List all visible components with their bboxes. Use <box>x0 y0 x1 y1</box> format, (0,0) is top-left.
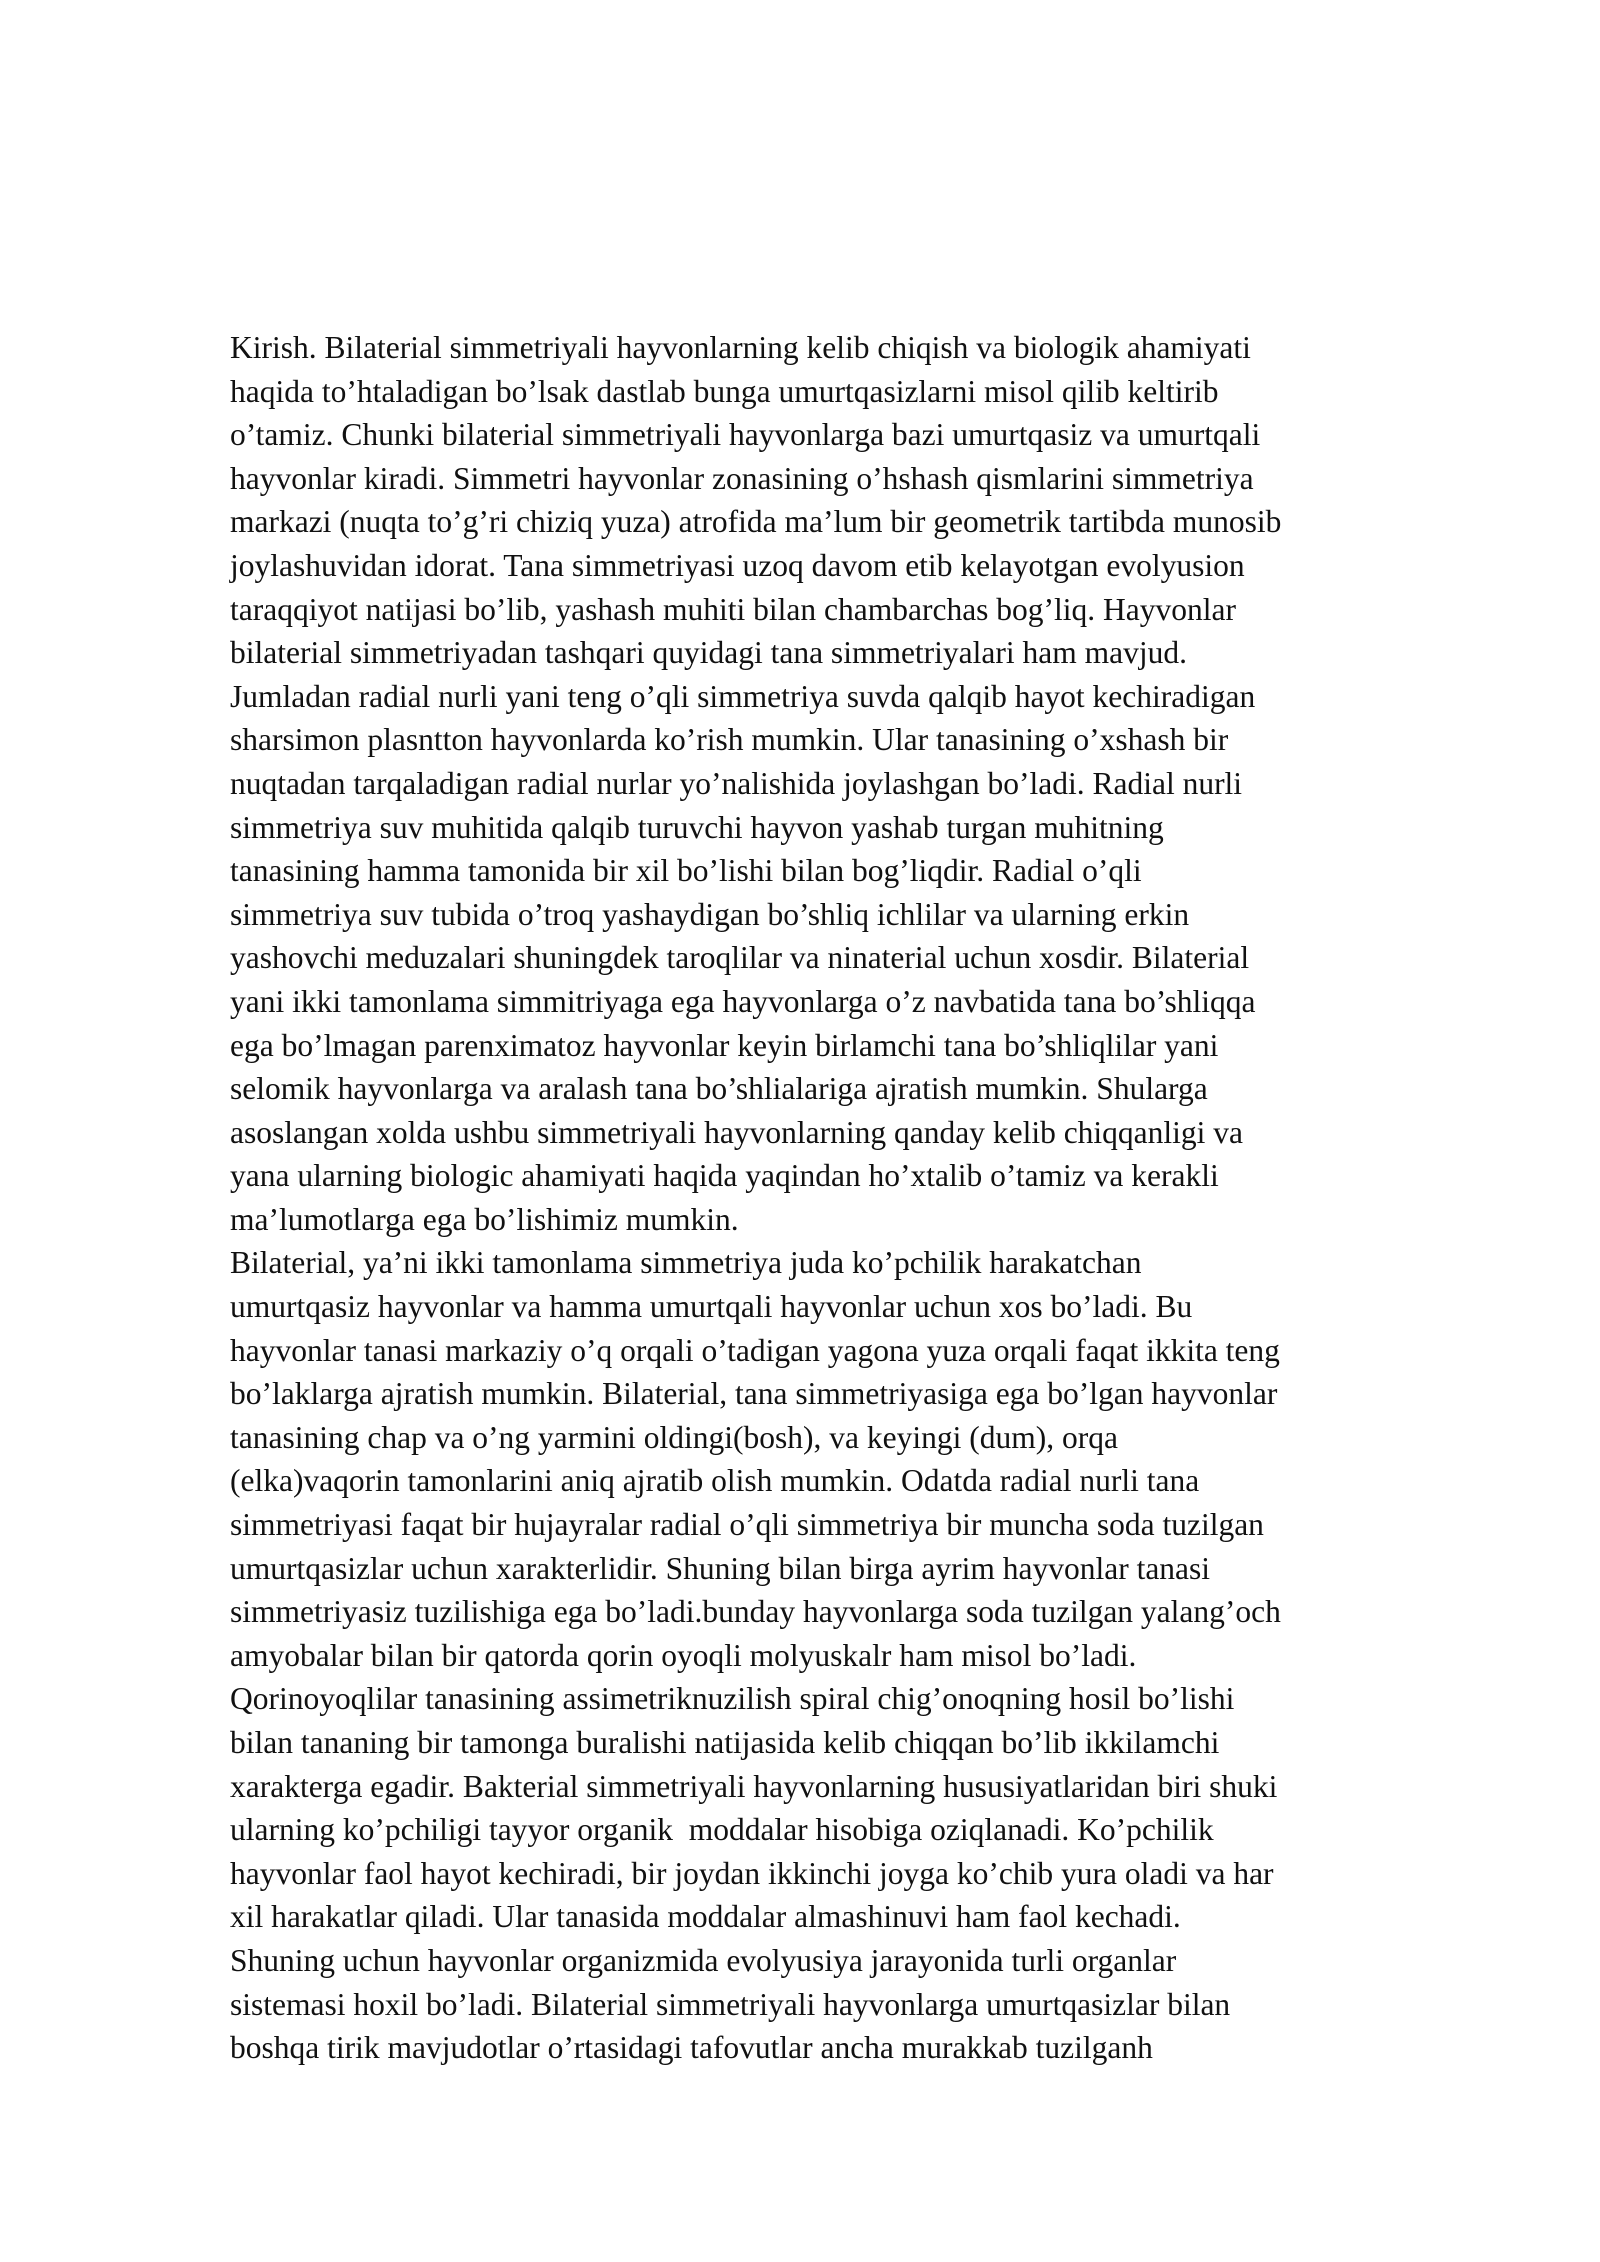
text-line: selomik hayvonlarga va aralash tana bo’shlialariga ajratish mumkin. Shularga <box>230 1071 1208 1107</box>
text-line: simmetriya suv muhitida qalqib turuvchi hayvon yashab turgan muhitning <box>230 809 1164 845</box>
text-line: simmetriya suv tubida o’troq yashaydigan bo’shliq ichlilar va ularning erkin <box>230 896 1190 932</box>
text-line: taraqqiyot natijasi bo’lib, yashash muhiti bilan chambarchas bog’liq. Hayvonlar <box>230 591 1237 627</box>
text-line: umurtqasizlar uchun xarakterlidir. Shuning bilan birga ayrim hayvonlar tanasi <box>230 1550 1211 1586</box>
text-line: hayvonlar kiradi. Simmetri hayvonlar zonasining o’hshash qismlarini simmetriya <box>230 460 1254 496</box>
text-line: bo’laklarga ajratish mumkin. Bilaterial, tana simmetriyasiga ega bo’lgan hayvonlar <box>230 1376 1278 1412</box>
text-line: joylashuvidan idorat. Tana simmetriyasi uzoq davom etib kelayotgan evolyusion <box>230 547 1245 583</box>
text-line: ega bo’lmagan parenximatoz hayvonlar keyin birlamchi tana bo’shliqlilar yani <box>230 1027 1219 1063</box>
body-text <box>230 326 1530 2070</box>
text-line: Jumladan radial nurli yani teng o’qli simmetriya suvda qalqib hayot kechiradigan <box>230 678 1256 714</box>
text-line: asoslangan xolda ushbu simmetriyali hayvonlarning qanday kelib chiqqanligi va <box>230 1114 1244 1150</box>
text-line: hayvonlar tanasi markaziy o’q orqali o’tadigan yagona yuza orqali faqat ikkita teng <box>230 1332 1280 1368</box>
text-line: o’tamiz. Chunki bilaterial simmetriyali hayvonlarga bazi umurtqasiz va umurtqali <box>230 417 1261 453</box>
text-line: Shuning uchun hayvonlar organizmida evolyusiya jarayonida turli organlar <box>230 1942 1177 1978</box>
text-line: ularning ko’pchiligi tayyor organik moddalar hisobiga oziqlanadi. Ko’pchilik <box>230 1812 1214 1848</box>
text-line: umurtqasiz hayvonlar va hamma umurtqali hayvonlar uchun xos bo’ladi. Bu <box>230 1289 1193 1325</box>
text-line: tanasining chap va o’ng yarmini oldingi(bosh), va keyingi (dum), orqa <box>230 1419 1118 1455</box>
text-line: yani ikki tamonlama simmitriyaga ega hayvonlarga o’z navbatida tana bo’shliqqa <box>230 983 1256 1019</box>
text-line: Bilaterial, ya’ni ikki tamonlama simmetriya juda ko’pchilik harakatchan <box>230 1245 1142 1281</box>
text-line: yana ularning biologic ahamiyati haqida yaqindan ho’xtalib o’tamiz va kerakli <box>230 1158 1219 1194</box>
text-line: bilan tananing bir tamonga buralishi natijasida kelib chiqqan bo’lib ikkilamchi <box>230 1725 1220 1760</box>
text-line: tanasining hamma tamonida bir xil bo’lishi bilan bog’liqdir. Radial o’qli <box>230 853 1142 889</box>
text-line: Kirish. Bilaterial simmetriyali hayvonlarning kelib chiqish va biologik ahamiyati <box>230 330 1251 365</box>
text-line: haqida to’htaladigan bo’lsak dastlab bunga umurtqasizlarni misol qilib keltirib <box>230 373 1219 409</box>
text-line: xil harakatlar qiladi. Ular tanasida moddalar almashinuvi ham faol kechadi. <box>230 1899 1181 1935</box>
text-line: simmetriyasi faqat bir hujayralar radial o’qli simmetriya bir muncha soda tuzilgan <box>230 1507 1264 1543</box>
text-line: xarakterga egadir. Bakterial simmetriyali hayvonlarning hususiyatlaridan biri shuki <box>230 1768 1278 1804</box>
text-line: amyobalar bilan bir qatorda qorin oyoqli molyuskalr ham misol bo’ladi. <box>230 1637 1137 1673</box>
text-line: boshqa tirik mavjudotlar o’rtasidagi tafovutlar ancha murakkab tuzilganh <box>230 2030 1153 2066</box>
text-line: yashovchi meduzalari shuningdek taroqlilar va ninaterial uchun xosdir. Bilaterial <box>230 940 1250 976</box>
text-line: markazi (nuqta to’g’ri chiziq yuza) atrofida ma’lum bir geometrik tartibda munosib <box>230 504 1282 540</box>
text-line: (elka)vaqorin tamonlarini aniq ajratib olish mumkin. Odatda radial nurli tana <box>230 1463 1200 1499</box>
text-line: bilaterial simmetriyadan tashqari quyidagi tana simmetriyalari ham mavjud. <box>230 635 1187 671</box>
text-line: sharsimon plasntton hayvonlarda ko’rish mumkin. Ular tanasining o’xshash bir <box>230 722 1229 758</box>
text-line: ma’lumotlarga ega bo’lishimiz mumkin. <box>230 1201 739 1237</box>
text-line: Qorinoyoqlilar tanasining assimetriknuzilish spiral chig’onoqning hosil bo’lishi <box>230 1681 1235 1717</box>
text-line: sistemasi hoxil bo’ladi. Bilaterial simmetriyali hayvonlarga umurtqasizlar bilan <box>230 1986 1231 2022</box>
text-line: hayvonlar faol hayot kechiradi, bir joydan ikkinchi joyga ko’chib yura oladi va har <box>230 1855 1274 1891</box>
text-line: nuqtadan tarqaladigan radial nurlar yo’nalishida joylashgan bo’ladi. Radial nurli <box>230 765 1243 801</box>
text-line: simmetriyasiz tuzilishiga ega bo’ladi.bunday hayvonlarga soda tuzilgan yalang’och <box>230 1594 1281 1630</box>
